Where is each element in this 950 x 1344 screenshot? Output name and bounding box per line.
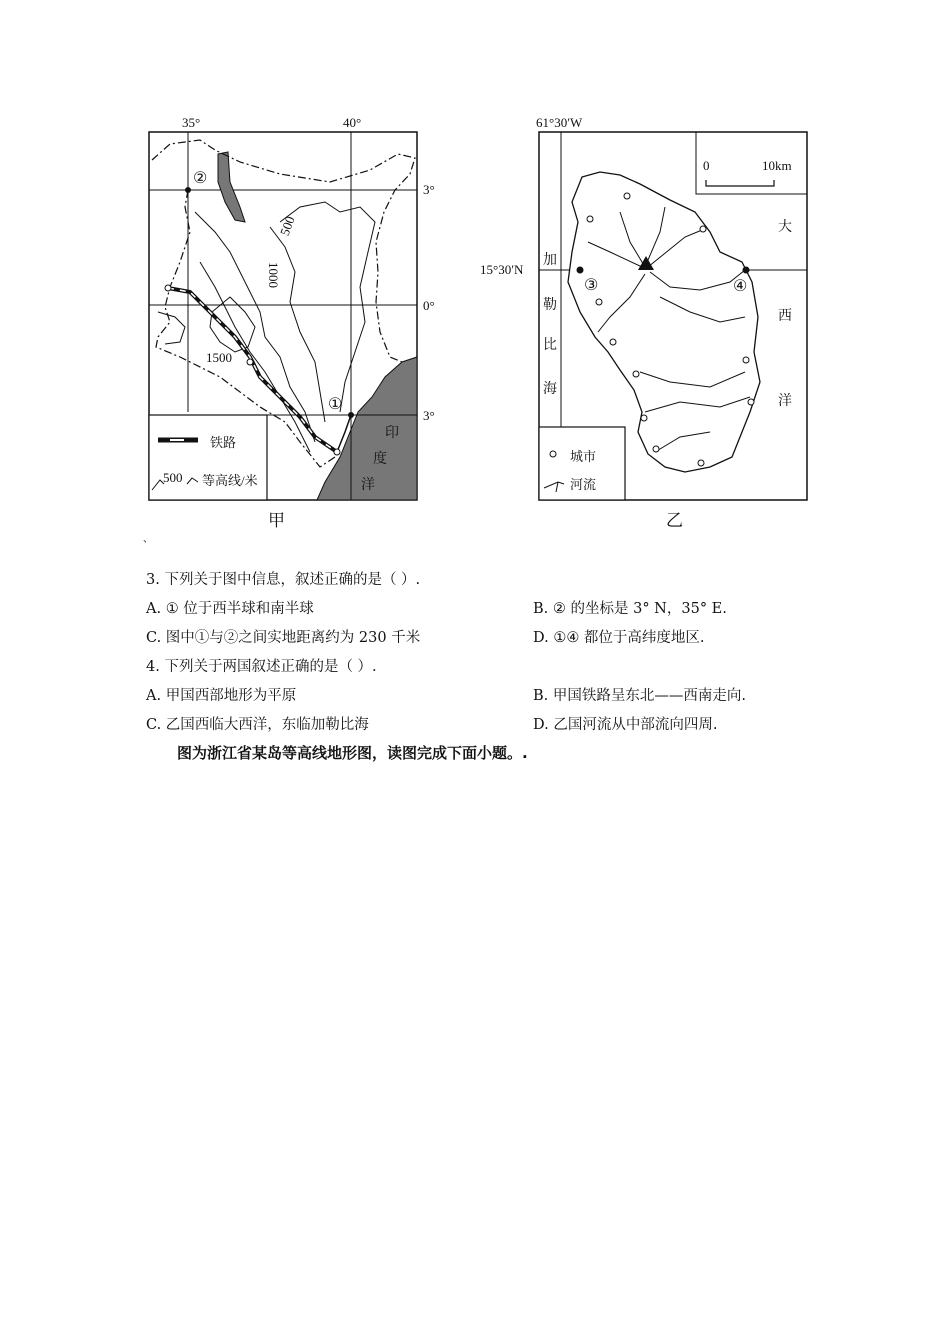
- ocean-label-3: 洋: [361, 478, 375, 493]
- stray-mark: 、: [143, 534, 153, 545]
- sea-left-1: 加: [543, 253, 557, 268]
- question-3-option-a[interactable]: A. ① 位于西半球和南半球: [146, 601, 314, 617]
- lon-35-label: 35°: [182, 115, 201, 130]
- question-3-option-c[interactable]: C. 图中①与②之间实地距离约为 230 千米: [146, 630, 421, 646]
- marker-2: ②: [193, 170, 208, 187]
- map-jia: [140, 112, 440, 532]
- map-jia-caption: 甲: [268, 511, 285, 531]
- contour-1000-label: 1000: [266, 262, 281, 288]
- map-yi: [470, 112, 820, 532]
- scale-zero: 0: [703, 158, 710, 173]
- ocean-label-1: 印: [385, 426, 399, 441]
- map-jia-svg: [140, 112, 440, 532]
- section-intro: 图为浙江省某岛等高线地形图，读图完成下面小题。.: [177, 744, 528, 762]
- lon-40-label: 40°: [343, 115, 362, 130]
- lon-label: 61°30′W: [536, 115, 583, 130]
- sea-left-2: 勒: [543, 298, 557, 313]
- question-4-stem: 4. 下列关于两国叙述正确的是（ ）.: [146, 659, 377, 675]
- sea-left-4: 海: [543, 382, 557, 397]
- contour-1500-label: 1500: [206, 350, 232, 365]
- lat-label: 15°30′N: [480, 262, 524, 277]
- sea-right-1: 大: [778, 220, 792, 235]
- lat-3n-label: 3°: [423, 182, 435, 197]
- contour-500-label: 500: [276, 214, 298, 238]
- legend-river-label: 河流: [570, 477, 597, 492]
- marker-3: ③: [584, 277, 599, 294]
- legend-contour-label: 等高线/米: [202, 473, 258, 488]
- lat-3s-label: 3°: [423, 408, 435, 423]
- sea-left-3: 比: [543, 338, 557, 353]
- question-4-option-b[interactable]: B. 甲国铁路呈东北——西南走向.: [533, 688, 746, 704]
- marker-4: ④: [733, 278, 748, 295]
- lat-0-label: 0°: [423, 298, 435, 313]
- question-4-option-c[interactable]: C. 乙国西临大西洋，东临加勒比海: [146, 717, 369, 733]
- sea-right-3: 洋: [778, 394, 792, 409]
- question-3-stem: 3. 下列关于图中信息，叙述正确的是（ ）.: [146, 572, 421, 588]
- map-yi-caption: 乙: [666, 511, 683, 531]
- scale-distance: 10km: [762, 158, 792, 173]
- question-4-option-d[interactable]: D. 乙国河流从中部流向四周.: [533, 717, 718, 733]
- question-4-option-a[interactable]: A. 甲国西部地形为平原: [146, 688, 297, 704]
- map-yi-svg: [470, 112, 820, 532]
- marker-1: ①: [328, 396, 343, 413]
- legend-railway-label: 铁路: [210, 435, 237, 450]
- question-3-option-d[interactable]: D. ①④ 都位于高纬度地区.: [533, 630, 705, 646]
- legend-city-label: 城市: [570, 449, 597, 464]
- legend-contour-value: 500: [163, 470, 183, 485]
- question-3-option-b[interactable]: B. ② 的坐标是 3° N，35° E.: [533, 601, 727, 617]
- sea-right-2: 西: [778, 309, 792, 324]
- ocean-label-2: 度: [373, 452, 387, 467]
